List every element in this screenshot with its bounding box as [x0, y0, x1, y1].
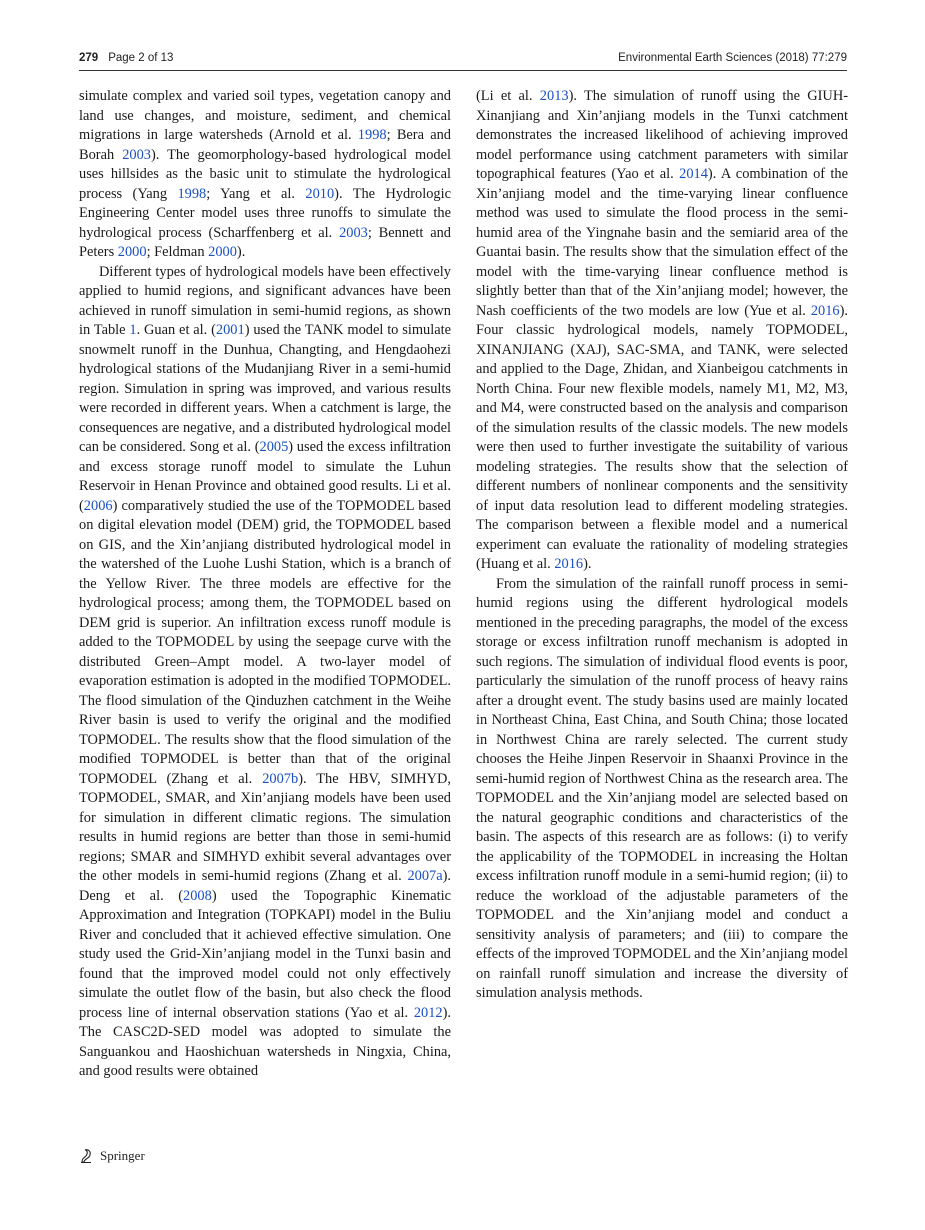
right-paragraph-2 [476, 575, 848, 1004]
citation-link[interactable]: 2013 [539, 88, 569, 104]
body-text: ). The CASC2D-SED model was adopted to simulate the Sanguankou and Haoshichuan watersheds in Ningxia, China, and good results were obtained [79, 1004, 451, 1079]
page-number: 279 [79, 52, 99, 64]
body-text: ) used the TANK model to simulate snowmelt runoff in the Dunhua, Changting, and Hengdaohezi hydrological stations of the Mudanjiang River in a semi-humid region. Simulation in spring was improved, and various results were recorded in different years. When a catchment is large, the consequences are negative, and a distributed hydrological model can be considered. Song et al. ( [79, 322, 451, 455]
body-text: ; Bennett and Peters [79, 224, 451, 260]
body-text: ). The HBV, SIMHYD, TOPMODEL, SMAR, and Xin’anjiang models have been used for simulation in different climatic regions. The simulation results in humid regions are better than those in semi-humid regions; SMAR and SIMHYD exhibit several advantages over the other models in semi-humid regions (Zhang et al. [79, 770, 451, 884]
body-text: From the simulation of the rainfall runoff process in semi-humid regions using the different hydrological models mentioned in the preceding paragraphs, the model of the excess storage or excess infiltration runoff mechanism is adopted in such regions. The simulation of individual flood events is poor, particularly the simulation of the runoff process of heavy rains after a drought event. The study basins used are mainly located in Northeast China, East China, and South China; those located in Northwest China are rarely selected. The current study chooses the Heihe Jinpen Reservoir in Shaanxi Province in the semi-humid region of Northwest China as the research area. The TOPMODEL and the Xin’anjiang model are selected based on the natural geographic conditions and characteristics of the basin. The aspects of this research are as follows: (i) to verify the applicability of the TOPMODEL in increasing the Holtan excess infiltration runoff module in a semi-humid region; (ii) to reduce the workload of the adjustable parameters of the TOPMODEL and the Xin’anjiang model and conduct a sensitivity analysis of parameters; and (iii) to compare the effects of the improved TOPMODEL and the Xin’anjiang model on rainfall runoff simulation and increase the diversity of simulation analysis methods. [476, 575, 848, 1001]
body-text: ; Yang et al. [206, 185, 306, 202]
body-text: ). [236, 244, 246, 260]
body-text: ; Bera and Borah [79, 127, 451, 163]
citation-link[interactable]: 2003 [339, 224, 368, 241]
body-text: ; Feldman [146, 244, 209, 260]
body-text: ). The geomorphology-based hydrological model uses hillsides as the basic unit to stimulate the hydrological process (Yang [79, 146, 451, 202]
body-text: ). A combination of the Xin’anjiang model and the time-varying linear confluence method was used to simulate the flood process in the semi-humid area of the Yingnahe basin and the semiarid area of the Guantai basin. The results show that the simulation effect of the model with the time-varying linear confluence method is slightly better than that of the Xin’anjiang model; however, the Nash coefficients of the two models are low (Yue et al. [476, 166, 849, 319]
left-column [79, 87, 451, 1082]
left-paragraph-1 [79, 87, 451, 263]
body-text: ) used the Topographic Kinematic Approximation and Integration (TOPKAPI) model in the Buliu River and concluded that it achieved effective simulation. One study used the Grid-Xin’anjiang model in the Tunxi basin and found that the improved model could not only effectively simulate the outlet flow of the basin, but also check the flood process line of internal observation stations (Yao et al. [79, 887, 452, 1021]
citation-link[interactable]: 2005 [259, 439, 289, 455]
citation-link[interactable]: 2007b [262, 770, 299, 787]
citation-link[interactable]: 2000 [117, 244, 147, 260]
citation-link[interactable]: 1998 [357, 127, 387, 143]
citation-link[interactable]: 2007a [407, 868, 443, 884]
body-text: ). The simulation of runoff using the GIUH-Xinanjiang and Xin’anjiang models in the Tunxi catchment demonstrates the increased likelihood of achieving improved model performance using catchment parameters with similar topographical features (Yao et al. [476, 88, 848, 182]
citation-link[interactable]: 2008 [183, 887, 212, 904]
running-header [79, 50, 847, 71]
citation-link[interactable]: 2012 [413, 1004, 443, 1021]
body-text: ) used the excess infiltration and excess storage runoff model to simulate the Luhun Reservoir in Henan Province and obtained good results. Li et al. ( [79, 439, 451, 514]
body-text: Different types of hydrological models have been effectively applied to humid regions, and significant advances have been achieved in runoff simulation in semi-humid regions, as shown in Table [79, 263, 451, 338]
right-paragraph-1 [476, 87, 848, 575]
citation-link[interactable]: 1 [129, 322, 137, 338]
citation-link[interactable]: 2016 [810, 302, 840, 319]
body-text: . Guan et al. ( [136, 322, 216, 338]
body-text: ). Four classic hydrological models, namely TOPMODEL, XINANJIANG (XAJ), SAC-SMA, and TANK, were selected and applied to the Dage, Zhidan, and Xianbeigou catchments in North China. Four new flexible models, namely M1, M2, M3, and M4, were constructed based on the analysis and comparison of the simulation results of the classic models. The new models were then used to further investigate the suitability of various modeling strategies. The results show that the selection of different numbers of nonlinear components and the sensitivity of input data resolution lead to different modeling strategies. The comparison between a flexible model and a numerical experiment can evaluate the rationality of modeling strategies (Huang et al. [476, 302, 848, 572]
body-text: ) comparatively studied the use of the TOPMODEL based on digital elevation model (DEM) grid, the TOPMODEL based on GIS, and the Xin’anjiang distributed hydrological model in the watershed of the Luohe Lushi Station, which is a branch of the Yellow River. The three models are effective for the hydrological process; among them, the TOPMODEL based on DEM grid is superior. An infiltration excess runoff module is added to the TOPMODEL by using the seepage curve with the distributed Green–Ampt model. A two-layer model of evaporation estimation is adopted in the modified TOPMODEL. The flood simulation of the Qinduzhen catchment in the Weihe River basin is used to verify the original and the modified TOPMODEL. The results show that the flood simulation of the modified TOPMODEL is better than that of the original TOPMODEL (Zhang et al. [79, 497, 451, 787]
springer-logo-icon [79, 1148, 95, 1164]
citation-link[interactable]: 2014 [679, 166, 708, 182]
body-text: ). Deng et al. ( [79, 868, 451, 904]
citation-link[interactable]: 2010 [305, 185, 335, 202]
header-left [79, 52, 173, 64]
citation-link[interactable]: 2006 [83, 497, 113, 514]
page-of: Page 2 of 13 [108, 52, 174, 64]
citation-link[interactable]: 2003 [122, 146, 151, 163]
body-text: ). The Hydrologic Engineering Center model uses three runoffs to simulate the hydrological process (Scharffenberg et al. [79, 185, 452, 241]
journal-citation: Environmental Earth Sciences (2018) 77:279 [618, 52, 847, 64]
body-text: ). [583, 556, 592, 572]
citation-link[interactable]: 2000 [208, 244, 237, 260]
left-paragraph-2 [79, 263, 451, 1082]
footer [79, 1146, 145, 1166]
publisher-name: Springer [100, 1148, 145, 1163]
right-column [476, 87, 848, 1004]
citation-link[interactable]: 1998 [177, 185, 207, 202]
body-text: (Li et al. [476, 88, 540, 104]
body-text: simulate complex and varied soil types, vegetation canopy and land use changes, and moisture, sediment, and chemical migrations in large watersheds (Arnold et al. [79, 88, 451, 143]
citation-link[interactable]: 2016 [554, 556, 584, 572]
citation-link[interactable]: 2001 [215, 322, 245, 338]
